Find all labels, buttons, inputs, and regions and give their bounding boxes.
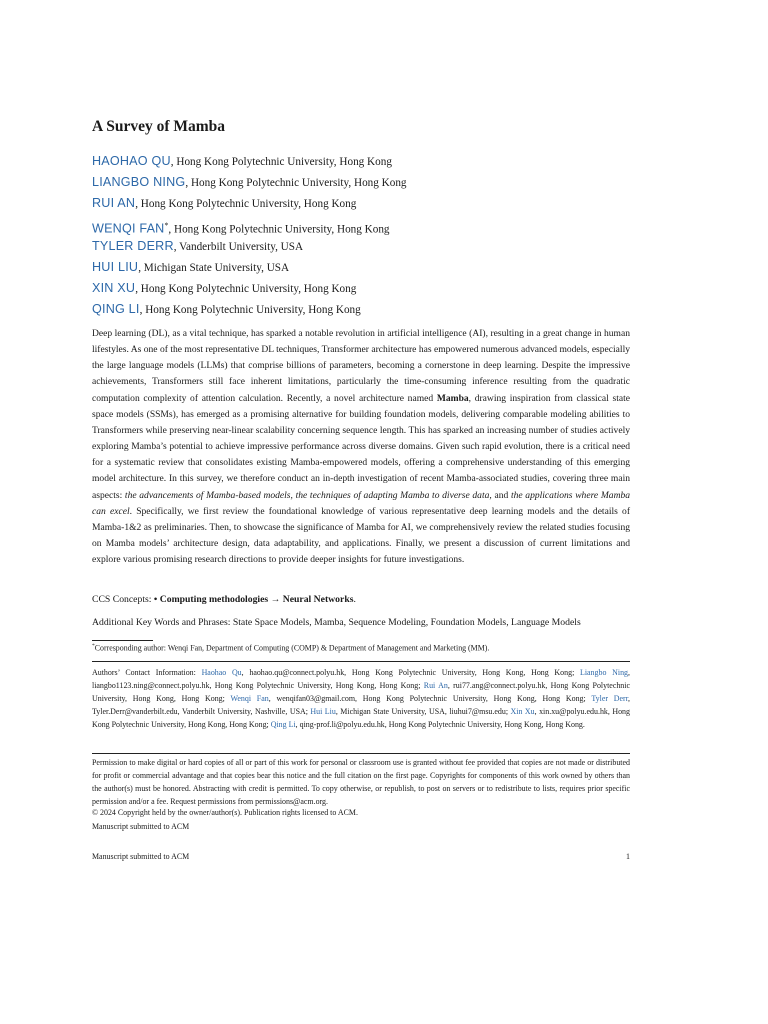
author-entry (92, 172, 630, 193)
author-contact-link[interactable]: Liangbo Ning (579, 668, 629, 677)
author-contact-link[interactable]: Hui Liu (310, 706, 336, 716)
section-divider (92, 661, 630, 662)
ccs-bullet: • (153, 594, 160, 605)
ccs-label: CCS Concepts: (92, 594, 154, 605)
abstract-text: . Specifically, we first review the foundational knowledge of various representative deep learning models and the details of Mamba-1&2 as preliminaries. Then, to showcase the significance of Mamba for AI, we comprehensively review the related studies focusing on Mamba models’ architecture design, data adaptability, and applications. Finally, we present a discussion of current limitations and explore various promising research directions to provide deeper insights for future investigations. (92, 505, 631, 566)
contact-text: , wenqifan03@gmail.com, Hong Kong Polytechnic University, Hong Kong, Hong Kong; (268, 693, 592, 703)
author-contact-link[interactable]: Tyler Derr (591, 693, 629, 703)
contact-text: , haohao.qu@connect.polyu.hk, Hong Kong Polytechnic University, Hong Kong, Hong Kong; (241, 668, 580, 677)
abstract-italic: the applications where Mamba can excel (92, 489, 631, 517)
keywords: Additional Key Words and Phrases: State Space Models, Mamba, Sequence Modeling, Foundation Models, Language Models (92, 617, 581, 628)
contact-text: , Michigan State University, USA, liuhui7@msu.edu; (335, 706, 511, 716)
ccs-concepts (92, 594, 356, 605)
footnote-mark: * (92, 643, 95, 649)
author-affiliation: , Vanderbilt University, USA (173, 240, 304, 253)
author-entry (92, 151, 630, 172)
abstract (92, 326, 630, 568)
author-entry (92, 215, 630, 236)
author-contact-link[interactable]: Haohao Qu (201, 668, 242, 677)
page-number: 1 (626, 852, 630, 861)
author-name[interactable]: HUI LIU (92, 259, 139, 274)
author-entry (92, 278, 630, 299)
author-affiliation: , Hong Kong Polytechnic University, Hong Kong (168, 223, 390, 236)
ccs-concept: Computing methodologies → Neural Networks (159, 594, 354, 605)
contact-text: , Tyler.Derr@vanderbilt.edu, Vanderbilt University, Nashville, USA; (92, 693, 631, 716)
author-list (92, 151, 630, 321)
abstract-text: Deep learning (DL), as a vital technique, has sparked a notable revolution in artificial intelligence (AI), resulting in a great change in human lifestyles. As one of the most representative DL techniques, Transformer architecture has empowered numerous advanced models, especially the large language models (LLMs) that comprise billions of parameters, becoming a cornerstone in deep learning. Despite the impressive achievements, Transformers still face inherent limitations, particularly the time-consuming inference resulting from the quadratic computation complexity of attention calculation. Recently, a novel architecture named (92, 328, 630, 404)
author-entry (92, 257, 630, 278)
abstract-text: and (491, 489, 511, 501)
abstract-text: , drawing inspiration from classical state space models (SSMs), has emerged as a promising alternative for building foundation models, delivering comparable modeling abilities to Transformers while preserving near-linear scalability concerning sequence length. This has sparked an increasing number of studies actively exploring Mamba’s potential to achieve impressive performance across diverse domains. Given such rapid evolution, there is a critical need for a systematic review that consolidates existing Mamba-empowered models, offering a comprehensive understanding of this emerging model architecture. In this survey, we therefore conduct an in-depth investigation of recent Mamba-associated studies, covering three main aspects: (92, 392, 630, 501)
author-name[interactable]: LIANGBO NING (92, 175, 186, 190)
author-contact-link[interactable]: Wenqi Fan (230, 693, 269, 703)
author-name[interactable]: WENQI FAN (92, 221, 165, 236)
author-affiliation: , Hong Kong Polytechnic University, Hong Kong (135, 283, 357, 296)
section-divider (92, 753, 630, 754)
author-affiliation: , Michigan State University, USA (138, 261, 290, 274)
contact-text: , qing-prof.li@polyu.edu.hk, Hong Kong Polytechnic University, Hong Kong, Hong Kong. (295, 719, 585, 729)
corresponding-author-mark: * (164, 220, 169, 230)
author-name[interactable]: HAOHAO QU (92, 154, 171, 168)
author-name[interactable]: RUI AN (92, 196, 136, 211)
copyright-line: © 2024 Copyright held by the owner/author(s). Publication rights licensed to ACM. (92, 808, 358, 817)
ccs-end: . (353, 594, 356, 605)
author-entry (92, 299, 630, 320)
footer-journal: Manuscript submitted to ACM (92, 852, 190, 861)
author-entry (92, 193, 630, 214)
abstract-bold-term: Mamba (436, 392, 469, 404)
paper-title: A Survey of Mamba (92, 118, 226, 135)
contact-text: Authors’ Contact Information: (92, 668, 202, 677)
author-affiliation: , Hong Kong Polytechnic University, Hong Kong (185, 177, 407, 190)
author-affiliation: , Hong Kong Polytechnic University, Hong Kong (139, 304, 361, 317)
permission-notice: Permission to make digital or hard copies of all or part of this work for personal or classroom use is granted without fee provided that copies are not made or distributed for profit or commercial advantage and that copies bear this notice and the full citation on the first page. Copyrights for components of this work owned by others than the author(s) must be honored. Abstracting with credit is permitted. To copy otherwise, or republish, to post on servers or to redistribute to lists, requires prior specific permission and/or a fee. Request permissions from permissions@acm.org. (92, 758, 630, 806)
page-footer (92, 852, 630, 861)
author-contact-link[interactable]: Qing Li (270, 719, 296, 729)
footnote-divider (92, 640, 153, 641)
manuscript-line: Manuscript submitted to ACM (92, 822, 190, 831)
contact-information (92, 667, 630, 732)
author-affiliation: , Hong Kong Polytechnic University, Hong Kong (170, 156, 392, 168)
author-name[interactable]: QING LI (92, 302, 140, 317)
contact-text: , rui77.ang@connect.polyu.hk, Hong Kong Polytechnic University, Hong Kong, Hong Kong; (92, 680, 631, 703)
author-name[interactable]: XIN XU (92, 281, 136, 296)
author-entry (92, 236, 630, 257)
contact-text: , liangbo1123.ning@connect.polyu.hk, Hong Kong Polytechnic University, Hong Kong, Hong Kong; (92, 668, 631, 690)
author-contact-link[interactable]: Xin Xu (510, 706, 535, 716)
contact-text: , xin.xu@polyu.edu.hk, Hong Kong Polytechnic University, Hong Kong, Hong Kong; (92, 706, 630, 729)
footnote (92, 643, 489, 653)
footnote-text: Corresponding author: Wenqi Fan, Department of Computing (COMP) & Department of Management and Marketing (MM). (94, 643, 490, 653)
author-name[interactable]: TYLER DERR (92, 238, 174, 253)
author-affiliation: , Hong Kong Polytechnic University, Hong Kong (135, 198, 357, 211)
author-contact-link[interactable]: Rui An (423, 680, 448, 690)
abstract-italic: the advancements of Mamba-based models, the techniques of adapting Mamba to diverse data, (124, 489, 492, 501)
